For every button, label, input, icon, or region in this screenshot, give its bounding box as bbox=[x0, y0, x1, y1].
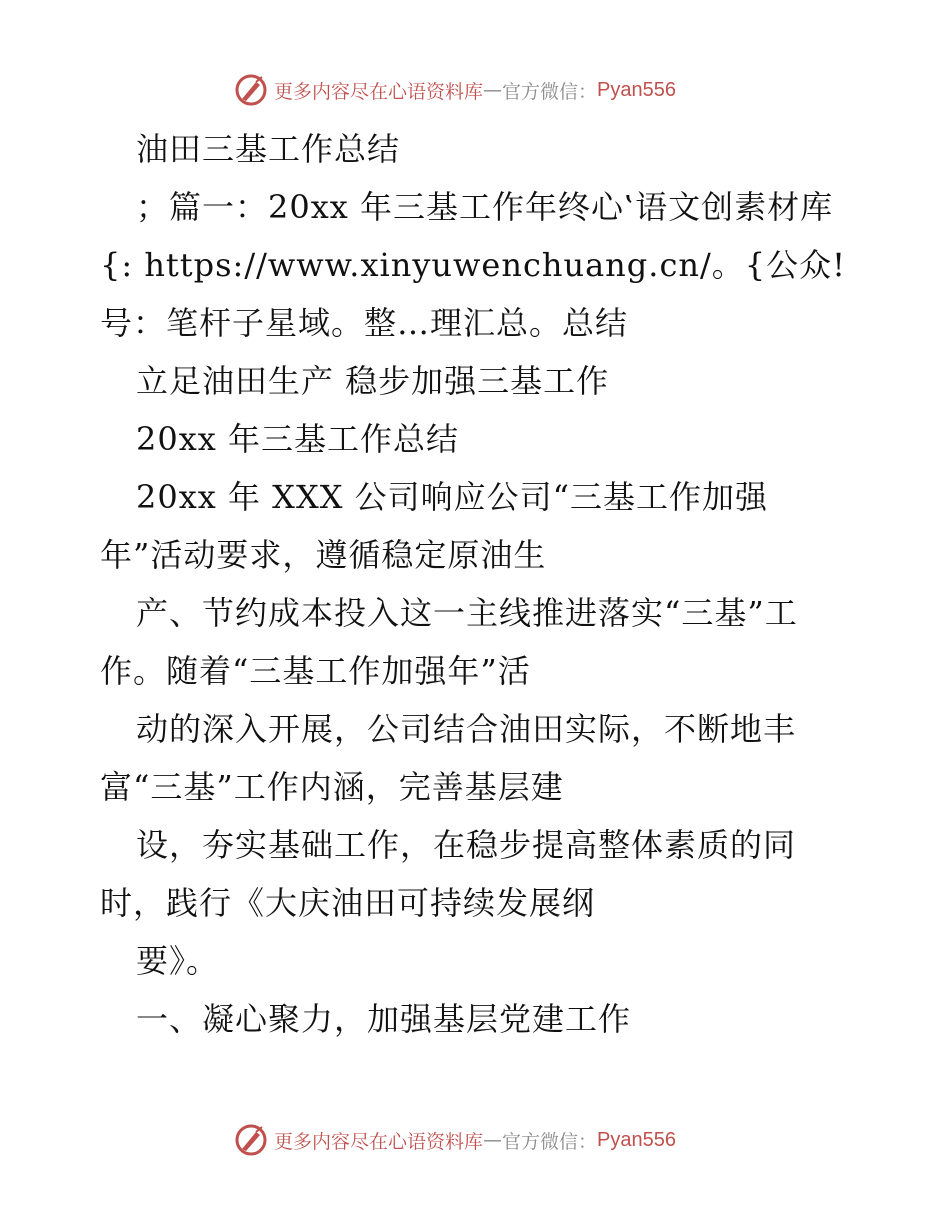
doc-line: 20xx 年 XXX 公司响应公司“三基工作加强 bbox=[136, 478, 769, 516]
banner-wechat-label: 官方微信： bbox=[502, 1130, 598, 1153]
quill-pen-circle-logo-icon bbox=[234, 1123, 268, 1157]
doc-line: 作。随着“三基工作加强年”活 bbox=[100, 652, 531, 690]
banner-separator: — bbox=[483, 1129, 503, 1151]
document-body bbox=[100, 120, 860, 1048]
doc-section-heading: 一、凝心聚力，加强基层党建工作 bbox=[136, 1000, 632, 1038]
doc-heading: 立足油田生产 稳步加强三基工作 bbox=[136, 362, 610, 400]
doc-line: 要》。 bbox=[136, 942, 220, 980]
doc-line: 富“三基”工作内涵，完善基层建 bbox=[100, 768, 564, 806]
doc-line: {: https://www.xinyuwenchuang.cn/。{公众! bbox=[100, 246, 846, 284]
banner-separator: — bbox=[483, 79, 503, 101]
doc-line: 设，夯实基础工作，在稳步提高整体素质的同 bbox=[136, 826, 797, 864]
banner-title: 更多内容尽在心语资料库 bbox=[274, 80, 484, 103]
footer-banner-content bbox=[234, 1120, 676, 1160]
footer-banner bbox=[0, 1120, 950, 1160]
doc-line: 年”活动要求，遵循稳定原油生 bbox=[100, 536, 547, 574]
doc-subheading: 20xx 年三基工作总结 bbox=[136, 420, 459, 458]
doc-line: 时，践行《大庆油田可持续发展纲 bbox=[100, 884, 596, 922]
quill-pen-circle-logo-icon bbox=[234, 73, 268, 107]
banner-wechat-id: Pyan556 bbox=[597, 1128, 676, 1151]
header-banner bbox=[0, 70, 950, 110]
doc-line: 号：笔杆子星域。整…理汇总。总结 bbox=[100, 304, 629, 342]
header-banner-content bbox=[234, 70, 676, 110]
banner-wechat-label: 官方微信： bbox=[502, 80, 598, 103]
banner-wechat-id: Pyan556 bbox=[597, 78, 676, 101]
doc-line: 产、节约成本投入这一主线推进落实“三基”工 bbox=[136, 594, 798, 632]
doc-title: 油田三基工作总结 bbox=[136, 130, 401, 168]
banner-title: 更多内容尽在心语资料库 bbox=[274, 1130, 484, 1153]
doc-line: 动的深入开展，公司结合油田实际，不断地丰 bbox=[136, 710, 797, 748]
doc-line: ；篇一：20xx 年三基工作年终心‛语文创素材库 bbox=[136, 188, 834, 226]
